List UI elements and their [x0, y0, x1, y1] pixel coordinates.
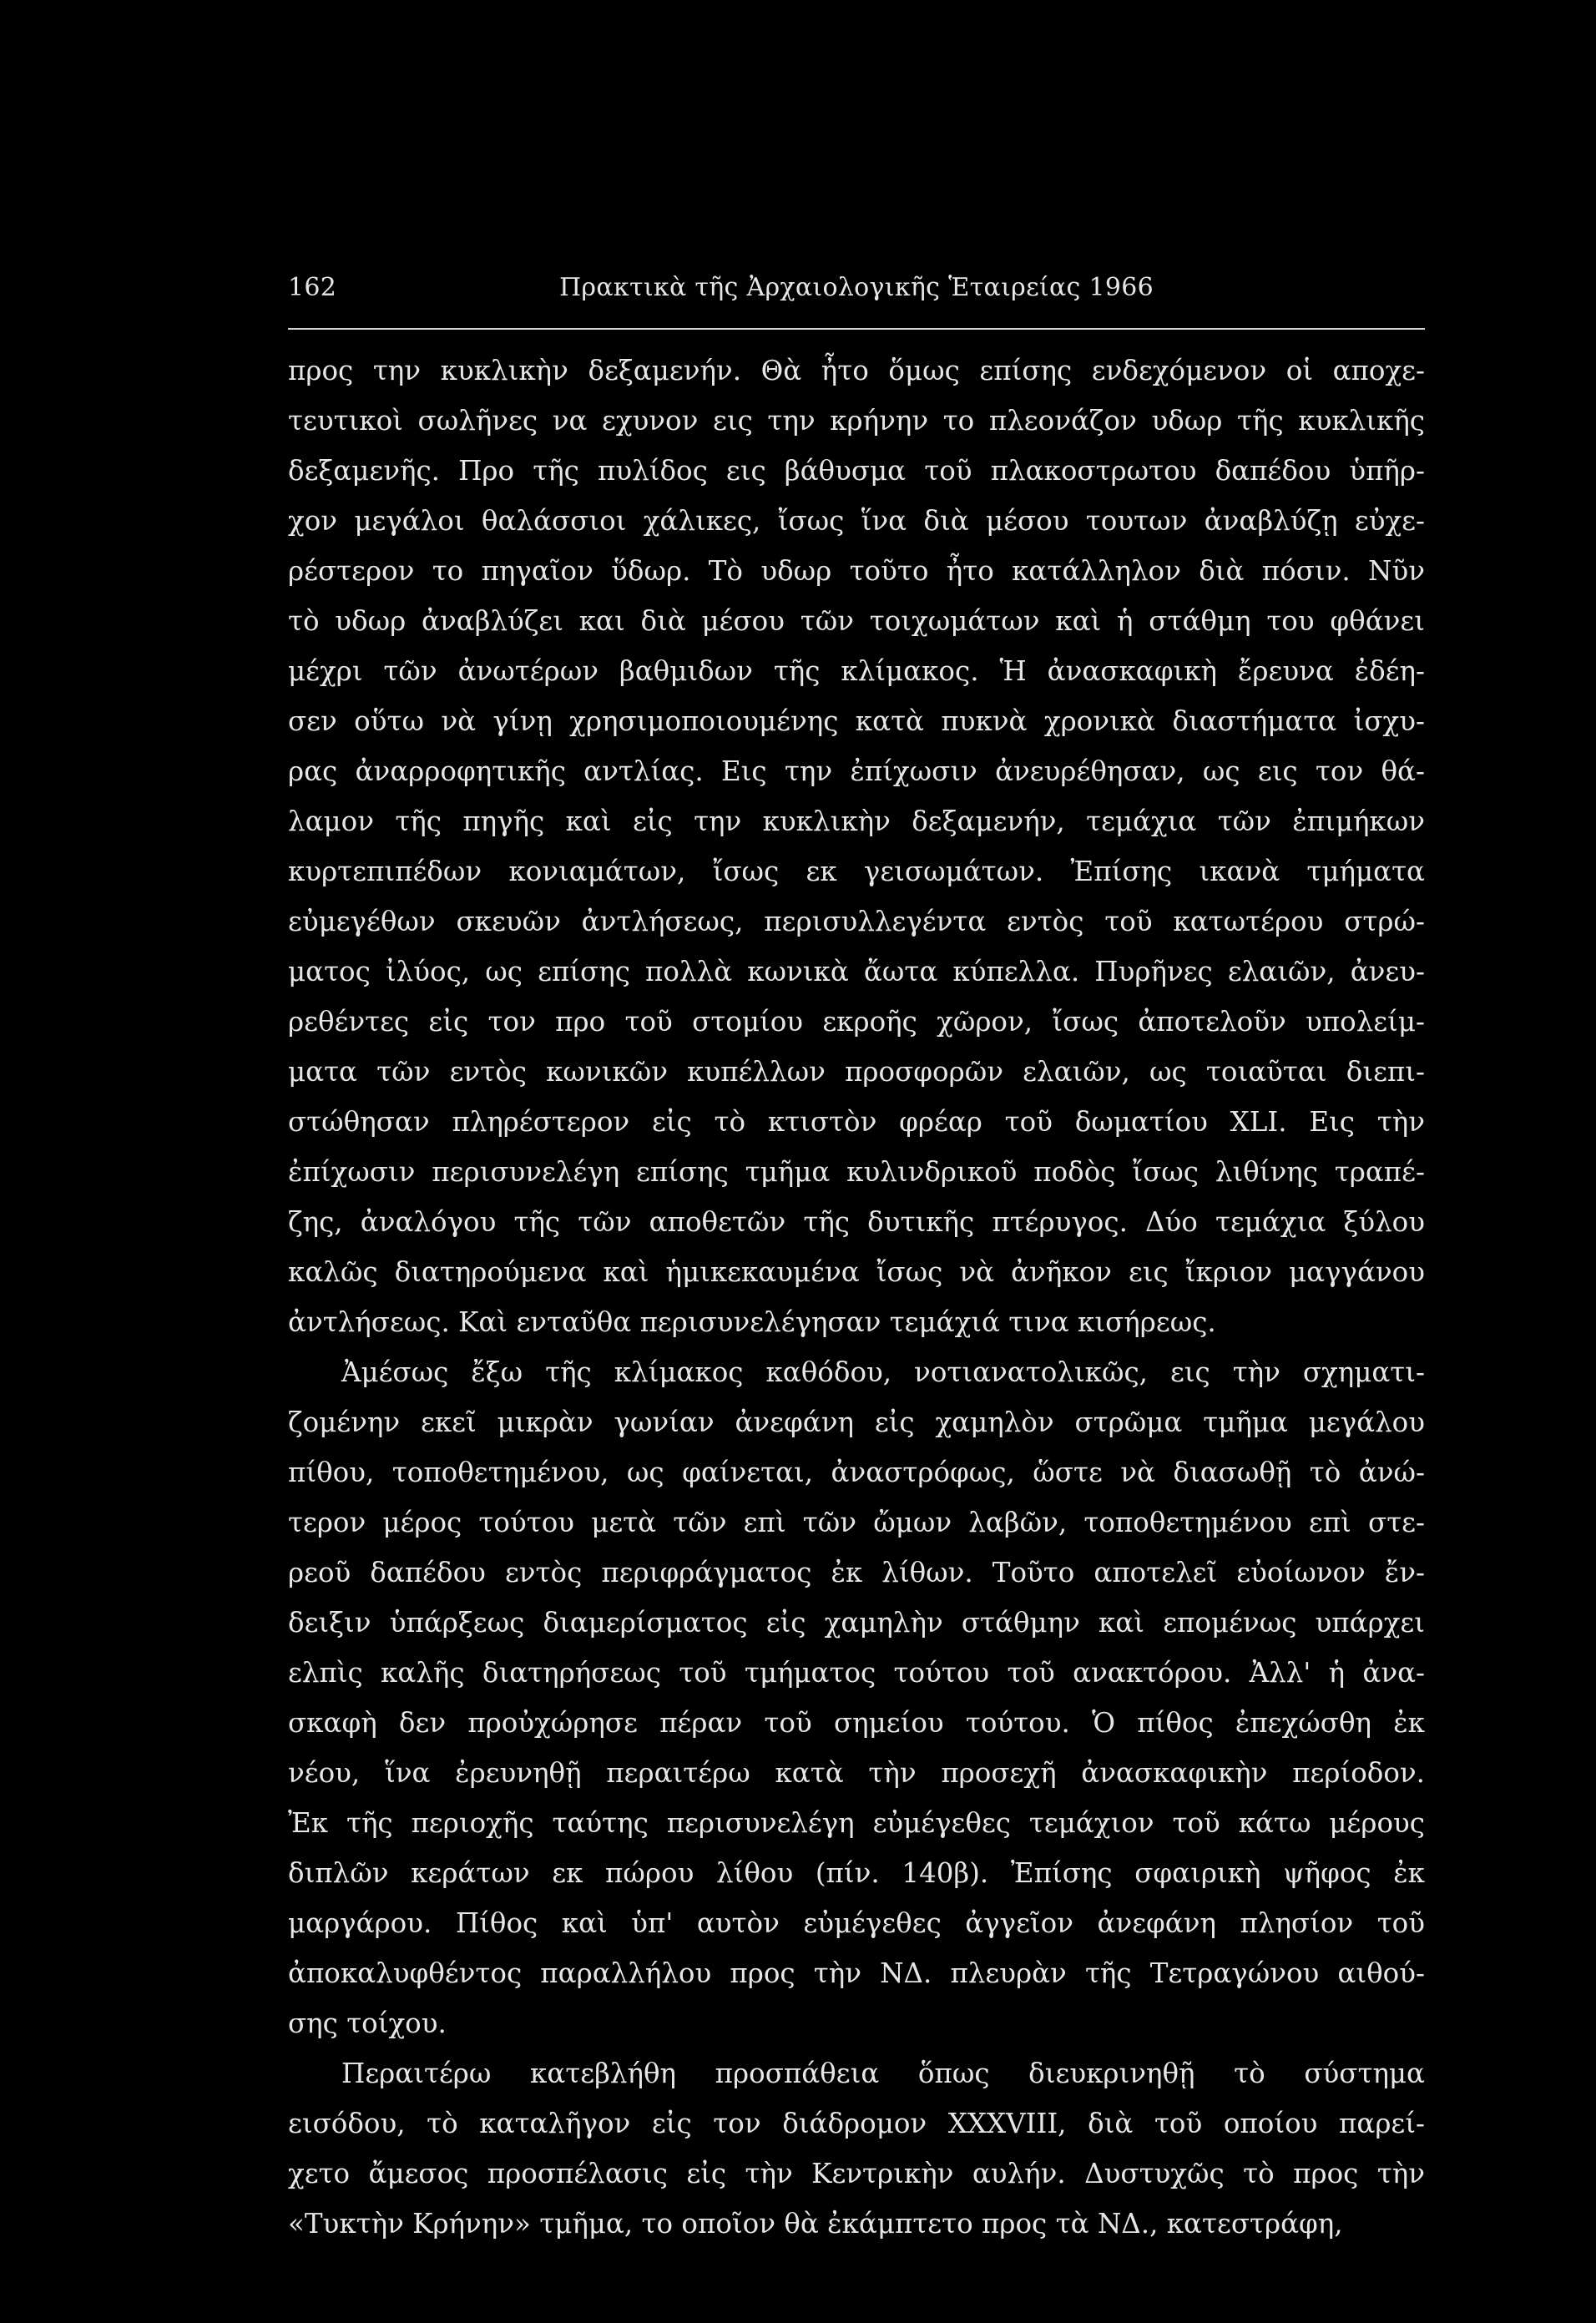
text-line: προς την κυκλικὴν δεξαμενήν. Θὰ ἦτο ὅμως επίσης ενδεχόμενον οἱ αποχε-	[288, 355, 1425, 386]
text-line: πίθου, τοποθετημένου, ως φαίνεται, ἀναστρόφως, ὥστε νὰ διασωθῇ τὸ ἀνώ-	[288, 1457, 1425, 1488]
text-line: στώθησαν πληρέστερον εἰς τὸ κτιστὸν φρέαρ τοῦ δωματίου XLI. Εις τὴν	[288, 1106, 1425, 1138]
text-line: λαμον τῆς πηγῆς καὶ εἰς την κυκλικὴν δεξαμενήν, τεμάχια τῶν ἐπιμήκων	[288, 805, 1425, 837]
text-line: χετο ἄμεσος προσπέλασις εἰς τὴν Κεντρικὴν αυλήν. Δυστυχῶς τὸ προς τὴν	[288, 2158, 1425, 2189]
text-line: ρας ἀναρροφητικῆς αντλίας. Εις την ἐπίχωσιν ἀνευρέθησαν, ως εις τον θά-	[288, 755, 1425, 787]
text-line: ζης, ἀναλόγου τῆς τῶν αποθετῶν τῆς δυτικῆς πτέρυγος. Δύο τεμάχια ξύλου	[288, 1206, 1425, 1238]
body-text	[288, 346, 1425, 2249]
text-line: ἀποκαλυφθέντος παραλλήλου προς τὴν ΝΔ. πλευρὰν τῆς Τετραγώνου αιθού-	[288, 1957, 1425, 1989]
text-line: ρεοῦ δαπέδου εντὸς περιφράγματος ἐκ λίθων. Τοῦτο αποτελεῖ εὐοίωνον ἔν-	[288, 1557, 1425, 1588]
text-line: δειξιν ὑπάρξεως διαμερίσματος εἰς χαμηλὴν στάθμην καὶ επομένως υπάρχει	[288, 1607, 1425, 1639]
text-line: μέχρι τῶν ἀνωτέρων βαθμιδων τῆς κλίμακος. Ἡ ἀνασκαφικὴ ἔρευνα ἐδέη-	[288, 655, 1425, 687]
text-line: σκαφὴ δεν προὐχώρησε πέραν τοῦ σημείου τούτου. Ὁ πίθος ἐπεχώσθη ἐκ	[288, 1707, 1425, 1739]
text-line: κυρτεπιπέδων κονιαμάτων, ἴσως εκ γεισωμάτων. Ἐπίσης ικανὰ τμήματα	[288, 856, 1425, 887]
text-line: ελπὶς καλῆς διατηρήσεως τοῦ τμήματος τούτου τοῦ ανακτόρου. Ἀλλ' ἡ ἀνα-	[288, 1657, 1425, 1689]
text-line: ματος ἰλύος, ως επίσης πολλὰ κωνικὰ ἄωτα κύπελλα. Πυρῆνες ελαιῶν, ἀνευ-	[288, 956, 1425, 987]
text-line: σης τοίχου.	[288, 2007, 447, 2039]
text-line: Ἐκ τῆς περιοχῆς ταύτης περισυνελέγη εὐμέγεθες τεμάχιον τοῦ κάτω μέρους	[288, 1807, 1425, 1839]
paragraph	[288, 2048, 1425, 2249]
running-header	[288, 265, 1425, 309]
text-line: Περαιτέρω κατεβλήθη προσπάθεια ὅπως διευκρινηθῇ τὸ σύστημα	[341, 2058, 1425, 2089]
text-line: ἀντλήσεως. Καὶ ενταῦθα περισυνελέγησαν τεμάχιά τινα κισήρεως.	[288, 1306, 1216, 1338]
text-line: Ἀμέσως ἔξω τῆς κλίμακος καθόδου, νοτιανατολικῶς, εις τὴν σχηματι-	[341, 1356, 1425, 1388]
text-line: ρεθέντες εἰς τον προ τοῦ στομίου εκροῆς χῶρον, ἴσως ἀποτελοῦν υπολείμ-	[288, 1006, 1425, 1038]
text-line: εισόδου, τὸ καταλῆγον εἰς τον διάδρομον XXXVIII, διὰ τοῦ οποίου παρεί-	[288, 2108, 1425, 2139]
text-line: καλῶς διατηρούμενα καὶ ἡμικεκαυμένα ἴσως νὰ ἀνῆκον εις ἴκριον μαγγάνου	[288, 1256, 1425, 1288]
text-line: χον μεγάλοι θαλάσσιοι χάλικες, ἴσως ἵνα διὰ μέσου τουτων ἀναβλύζῃ εὐχε-	[288, 505, 1425, 537]
text-line: νέου, ἵνα ἐρευνηθῇ περαιτέρω κατὰ τὴν προσεχῆ ἀνασκαφικὴν περίοδον.	[288, 1757, 1425, 1789]
header-rule	[288, 328, 1425, 330]
paragraph	[288, 346, 1425, 1347]
text-line: ἐπίχωσιν περισυνελέγη επίσης τμῆμα κυλινδρικοῦ ποδὸς ἴσως λιθίνης τραπέ-	[288, 1156, 1425, 1188]
text-line: διπλῶν κεράτων εκ πώρου λίθου (πίν. 140β). Ἐπίσης σφαιρικὴ ψῆφος ἐκ	[288, 1857, 1425, 1889]
text-line: δεξαμενῆς. Προ τῆς πυλίδος εις βάθυσμα τοῦ πλακοστρωτου δαπέδου ὑπῆρ-	[288, 455, 1425, 487]
text-line: σεν οὕτω νὰ γίνῃ χρησιμοποιουμένης κατὰ πυκνὰ χρονικὰ διαστήματα ἰσχυ-	[288, 705, 1425, 737]
text-line: τὸ υδωρ ἀναβλύζει και διὰ μέσου τῶν τοιχωμάτων καὶ ἡ στάθμη του φθάνει	[288, 605, 1425, 637]
text-line: εὐμεγέθων σκευῶν ἀντλήσεως, περισυλλεγέντα εντὸς τοῦ κατωτέρου στρώ-	[288, 906, 1425, 937]
text-line: τερον μέρος τούτου μετὰ τῶν επὶ τῶν ὤμων λαβῶν, τοποθετημένου επὶ στε-	[288, 1507, 1425, 1538]
running-title: Πρακτικὰ τῆς Ἀρχαιολογικῆς Ἑταιρείας 1966	[558, 272, 1154, 302]
text-line: ματα τῶν εντὸς κωνικῶν κυπέλλων προσφορῶν ελαιῶν, ως τοιαῦται διεπι-	[288, 1056, 1425, 1088]
text-line: μαργάρου. Πίθος καὶ ὑπ' αυτὸν εὐμέγεθες ἀγγεῖον ἀνεφάνη πλησίον τοῦ	[288, 1907, 1425, 1939]
text-line: ζομένην εκεῖ μικρὰν γωνίαν ἀνεφάνη εἰς χαμηλὸν στρῶμα τμῆμα μεγάλου	[288, 1406, 1425, 1438]
text-line: «Τυκτὴν Κρήνην» τμῆμα, το οποῖον θὰ ἐκάμπτετο προς τὰ ΝΔ., κατεστράφη,	[288, 2208, 1343, 2240]
text-line: ρέστερον το πηγαῖον ὕδωρ. Τὸ υδωρ τοῦτο ἦτο κατάλληλον διὰ πόσιν. Νῦν	[288, 555, 1425, 587]
text-line: τευτικοὶ σωλῆνες να εχυνον εις την κρήνην το πλεονάζον υδωρ τῆς κυκλικῆς	[288, 405, 1425, 437]
page-number: 162	[288, 272, 337, 302]
paragraph	[288, 1347, 1425, 2048]
